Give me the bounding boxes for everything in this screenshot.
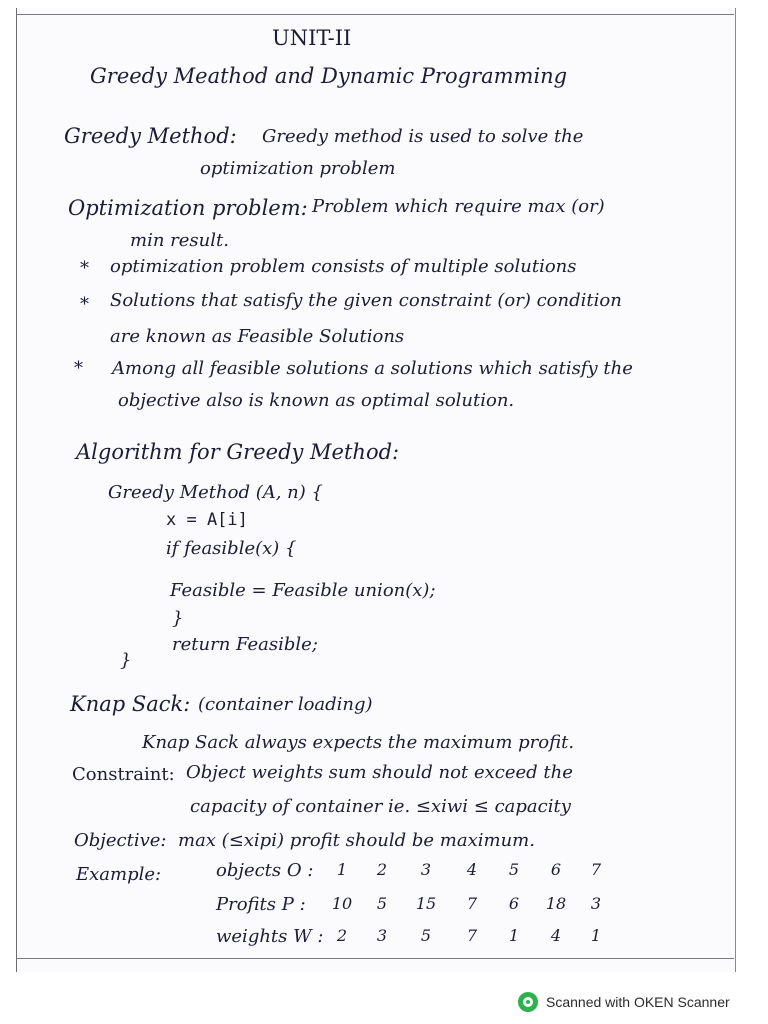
algorithm-line: } [172,608,184,629]
unit-heading: UNIT-II [272,26,352,50]
row-label: objects O : [216,860,314,881]
constraint-label: Constraint: [72,764,175,785]
algorithm-line: x = A[i] [166,510,248,530]
table-cell: 4 [466,860,478,879]
bullet-marker: * [80,258,89,279]
table-cell: 3 [590,894,602,913]
knapsack-subtitle: (container loading) [198,694,373,715]
table-cell: 1 [590,926,602,945]
algorithm-line: return Feasible; [172,634,318,655]
algorithm-heading: Algorithm for Greedy Method: [76,440,400,464]
objective-text: max (≤xipi) profit should be maximum. [178,830,535,851]
algorithm-line: Feasible = Feasible union(x); [170,580,436,601]
table-cell: 6 [508,894,520,913]
table-cell: 1 [508,926,520,945]
table-cell: 5 [376,894,388,913]
objective-label: Objective: [74,830,167,851]
top-rule-line [16,14,734,15]
greedy-def-line2: optimization problem [200,158,396,179]
table-cell: 4 [550,926,562,945]
bottom-rule-line [16,958,734,959]
knapsack-heading: Knap Sack: [70,692,191,716]
table-cell: 5 [420,926,432,945]
table-cell: 2 [376,860,388,879]
table-cell: 6 [550,860,562,879]
optimization-def-line2: min result. [130,230,229,251]
table-cell: 1 [336,860,348,879]
table-cell: 18 [545,894,567,913]
bullet-3-line1: Among all feasible solutions a solutions which satisfy the [112,358,633,379]
example-label: Example: [76,864,162,885]
table-cell: 2 [336,926,348,945]
scanner-text: Scanned with OKEN Scanner [546,994,730,1010]
bullet-2-line1: Solutions that satisfy the given constraint (or) condition [110,290,622,311]
table-cell: 7 [466,894,478,913]
constraint-line1: Object weights sum should not exceed the [186,762,573,783]
optimization-def-line1: Problem which require max (or) [312,196,605,217]
table-cell: 3 [420,860,432,879]
oken-scanner-logo-icon [518,992,538,1012]
greedy-def-line1: Greedy method is used to solve the [262,126,584,147]
optimization-term: Optimization problem: [68,196,308,220]
bullet-1-line1: optimization problem consists of multiple solutions [110,256,577,277]
algorithm-line: if feasible(x) { [166,538,297,559]
algorithm-line: Greedy Method (A, n) { [108,482,323,503]
row-label: weights W : [216,926,324,947]
knapsack-line1: Knap Sack always expects the maximum profit. [142,732,575,753]
table-cell: 5 [508,860,520,879]
bullet-3-line2: objective also is known as optimal solution. [118,390,515,411]
bullet-2-line2: are known as Feasible Solutions [110,326,405,347]
constraint-line2: capacity of container ie. ≤xiwi ≤ capacity [190,796,571,817]
page-title: Greedy Meathod and Dynamic Programming [90,64,568,88]
table-cell: 7 [590,860,602,879]
table-cell: 7 [466,926,478,945]
row-label: Profits P : [216,894,306,915]
greedy-term: Greedy Method: [64,124,237,148]
algorithm-line: } [120,650,132,671]
table-cell: 3 [376,926,388,945]
bullet-marker: * [74,358,83,379]
table-cell: 10 [331,894,353,913]
bullet-marker: * [80,294,89,315]
table-cell: 15 [415,894,437,913]
scanner-watermark [518,990,730,1014]
